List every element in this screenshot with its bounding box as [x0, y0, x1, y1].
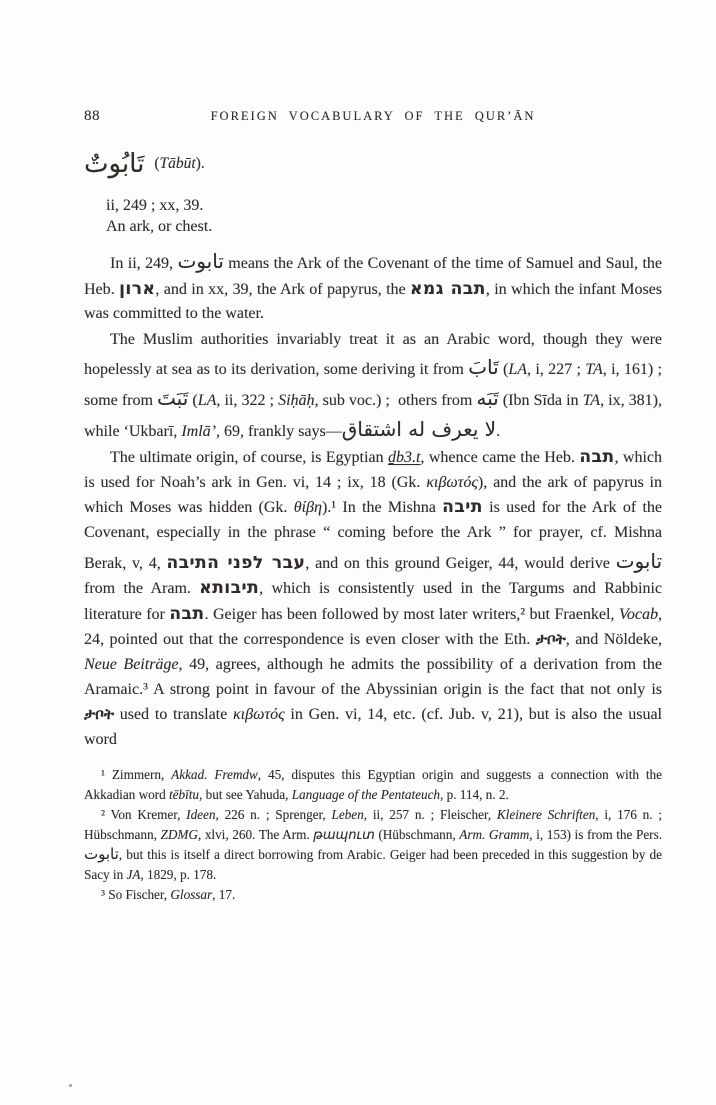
arabic-text: تَبَه	[476, 385, 499, 410]
entry-headword	[84, 141, 662, 187]
italic-text: ZDMG	[160, 826, 198, 842]
text-run: , xlvi, 260. The Arm.	[197, 826, 314, 842]
italic-text: TA	[585, 361, 603, 379]
text-run: , and Nöldeke,	[565, 631, 667, 649]
italic-text: Ideen	[186, 806, 216, 822]
italic-text: JA	[126, 867, 141, 883]
italic-text: Arm. Gramm	[459, 826, 530, 842]
text-run: ), and the ark of papyrus in which Moses was hidden (Gk.	[84, 473, 667, 517]
footnote-paragraph	[84, 765, 665, 805]
scan-artifact-speck	[69, 1084, 72, 1087]
italic-text: Siḥāḥ	[278, 391, 315, 409]
greek-text: κιβωτός	[426, 473, 478, 491]
text-run: , which is consistently used in the Targums and Rabbinic literature for	[84, 580, 666, 623]
hebrew-text: תבה גמא	[410, 278, 486, 299]
text-run: , 1829, p. 178.	[140, 867, 217, 883]
text-run: , but see Yahuda,	[199, 787, 292, 803]
text-run: , whence came the Heb.	[420, 449, 580, 467]
text-run: , i, 176 n. ; Hübschmann,	[84, 806, 666, 842]
hebrew-text: תיבותא	[199, 578, 260, 599]
text-run: from the Aram.	[84, 554, 667, 598]
text-run: (	[188, 391, 198, 409]
armenian-text: թապուտ	[313, 827, 375, 843]
arabic-text: تَبَتَ	[157, 385, 189, 410]
text-run: ² Von Kremer,	[101, 806, 187, 822]
text-run: ).¹ In the Mishna	[321, 499, 443, 517]
arabic-text: تابوت	[615, 548, 663, 573]
body-paragraph	[84, 328, 667, 444]
arabic-text: لا يعرف له اشتقاق	[341, 416, 497, 441]
text-run: ³ So Fischer,	[101, 887, 171, 903]
translit-paren-close: ).	[195, 155, 205, 172]
text-run: , which is used for Noah’s ark in Gen. vi, 14 ; ix, 18 (Gk.	[84, 449, 667, 491]
ethiopic-text: ታቦት	[535, 630, 566, 649]
text-run: , 24, pointed out that the correspondence is even closer with the Eth.	[84, 605, 667, 649]
text-run: , and on this ground Geiger, 44, would derive	[305, 554, 616, 572]
entry-gloss: An ark, or chest.	[106, 218, 213, 235]
italic-text: Vocab	[618, 605, 659, 623]
running-header-title: FOREIGN VOCABULARY OF THE QUR’ĀN	[210, 109, 536, 123]
greek-text: θίβη	[293, 499, 322, 517]
text-run: , i, 153) is from the Pers.	[529, 826, 666, 842]
footnote-paragraph	[84, 805, 666, 885]
italic-text: Leben	[331, 806, 364, 822]
italic-text: Akkad. Fremdw	[171, 767, 258, 783]
italic-text: Imlā’	[181, 422, 216, 440]
arabic-text: تابوت	[177, 249, 224, 273]
text-run: , p. 114, n. 2.	[440, 787, 509, 803]
italic-text: LA	[197, 391, 217, 409]
greek-text: κιβωτός	[233, 706, 285, 724]
footnotes-section	[84, 765, 666, 905]
text-run: , i, 227 ;	[527, 361, 586, 379]
text-run: The Muslim authorities invariably treat it as an Arabic word, though they were hopelessly at sea as to its derivation, some deriving it from	[84, 330, 666, 379]
text-run: , 69, frankly says—	[215, 422, 342, 440]
text-run: , in which the infant Moses was committed to the water.	[84, 280, 667, 323]
page-number: 88	[84, 108, 100, 124]
text-run: , and in xx, 39, the Ark of papyrus, the	[155, 280, 411, 298]
quran-references: ii, 249 ; xx, 39.	[106, 197, 204, 214]
text-run: , but this is itself a direct borrowing from Arabic. Geiger had been preceded in this suggestion by de Sacy in	[84, 847, 666, 883]
italic-text: Neue Beiträge	[84, 655, 179, 673]
hebrew-text: תבה	[169, 603, 205, 624]
italic-text: Language of the Pentateuch	[291, 787, 441, 803]
italic-text: Glossar	[170, 887, 213, 903]
text-run: means the Ark of the Covenant of the time of Samuel and Saul, the Heb.	[84, 255, 667, 298]
text-run: , 49, agrees, although he admits the possibility of a derivation from the Aramaic.³ A strong point in favour of the Abyssinian origin is the fact that not only is	[84, 655, 666, 698]
text-run: , ii, 257 n. ; Fleischer,	[363, 806, 497, 822]
text-run: , 17.	[212, 887, 236, 903]
italic-text: LA	[508, 361, 527, 379]
text-run: In ii, 249,	[110, 255, 178, 272]
footnote-paragraph	[84, 885, 662, 905]
egyptian-text: ḏb3.t	[387, 449, 421, 467]
text-run: used to translate	[113, 706, 233, 724]
text-run: , ix, 381), while ‘Ukbarī,	[84, 391, 667, 440]
page-content	[84, 108, 667, 905]
italic-text: tēbītu	[168, 787, 200, 803]
body-paragraph	[84, 445, 667, 752]
text-run: is used for the Ark of the Covenant, especially in the phrase “ coming before the Ark ” for prayer, cf. Mishna Berak, v, 4,	[84, 499, 667, 572]
hebrew-text: ארון	[119, 278, 156, 299]
text-run: The ultimate origin, of course, is Egyptian	[110, 449, 388, 467]
text-run: (Ibn Sīda in	[498, 391, 583, 409]
entry-body	[84, 246, 667, 752]
arabic-text: تابوت	[84, 845, 119, 864]
text-run: , ii, 322 ;	[216, 391, 279, 409]
headword-arabic-text: تَابُوتٌ	[84, 149, 145, 179]
hebrew-text: תיבה	[442, 497, 483, 518]
translit-paren-open: (	[154, 155, 160, 172]
hebrew-text: עבר לפני התיבה	[166, 552, 306, 573]
text-run: , i, 161) ; some from	[84, 361, 666, 409]
text-run: , 226 n. ; Sprenger,	[215, 806, 332, 822]
translit-word: Tābūt	[159, 155, 196, 172]
hebrew-text: תבה	[579, 447, 615, 468]
body-paragraph	[84, 246, 667, 327]
arabic-text: تَابَ	[468, 355, 499, 380]
text-run: . Geiger has been followed by most later writers,² but Fraenkel,	[204, 605, 619, 623]
italic-text: Kleinere Schriften	[496, 806, 596, 822]
ethiopic-text: ታቦት	[84, 705, 114, 724]
text-run: (Hübschmann,	[374, 826, 460, 842]
text-run: , sub voc.) ; others from	[314, 391, 477, 409]
text-run: , 45, disputes this Egyptian origin and suggests a connection with the Akkadian word	[84, 767, 665, 803]
text-run: in Gen. vi, 14, etc. (cf. Jub. v, 21), but is also the usual word	[84, 706, 666, 748]
text-run: .	[496, 422, 501, 440]
text-run: ¹ Zimmern,	[101, 767, 172, 783]
italic-text: TA	[582, 391, 601, 409]
text-run: (	[498, 361, 509, 379]
running-head	[84, 108, 662, 125]
headword-transliteration	[154, 155, 204, 173]
